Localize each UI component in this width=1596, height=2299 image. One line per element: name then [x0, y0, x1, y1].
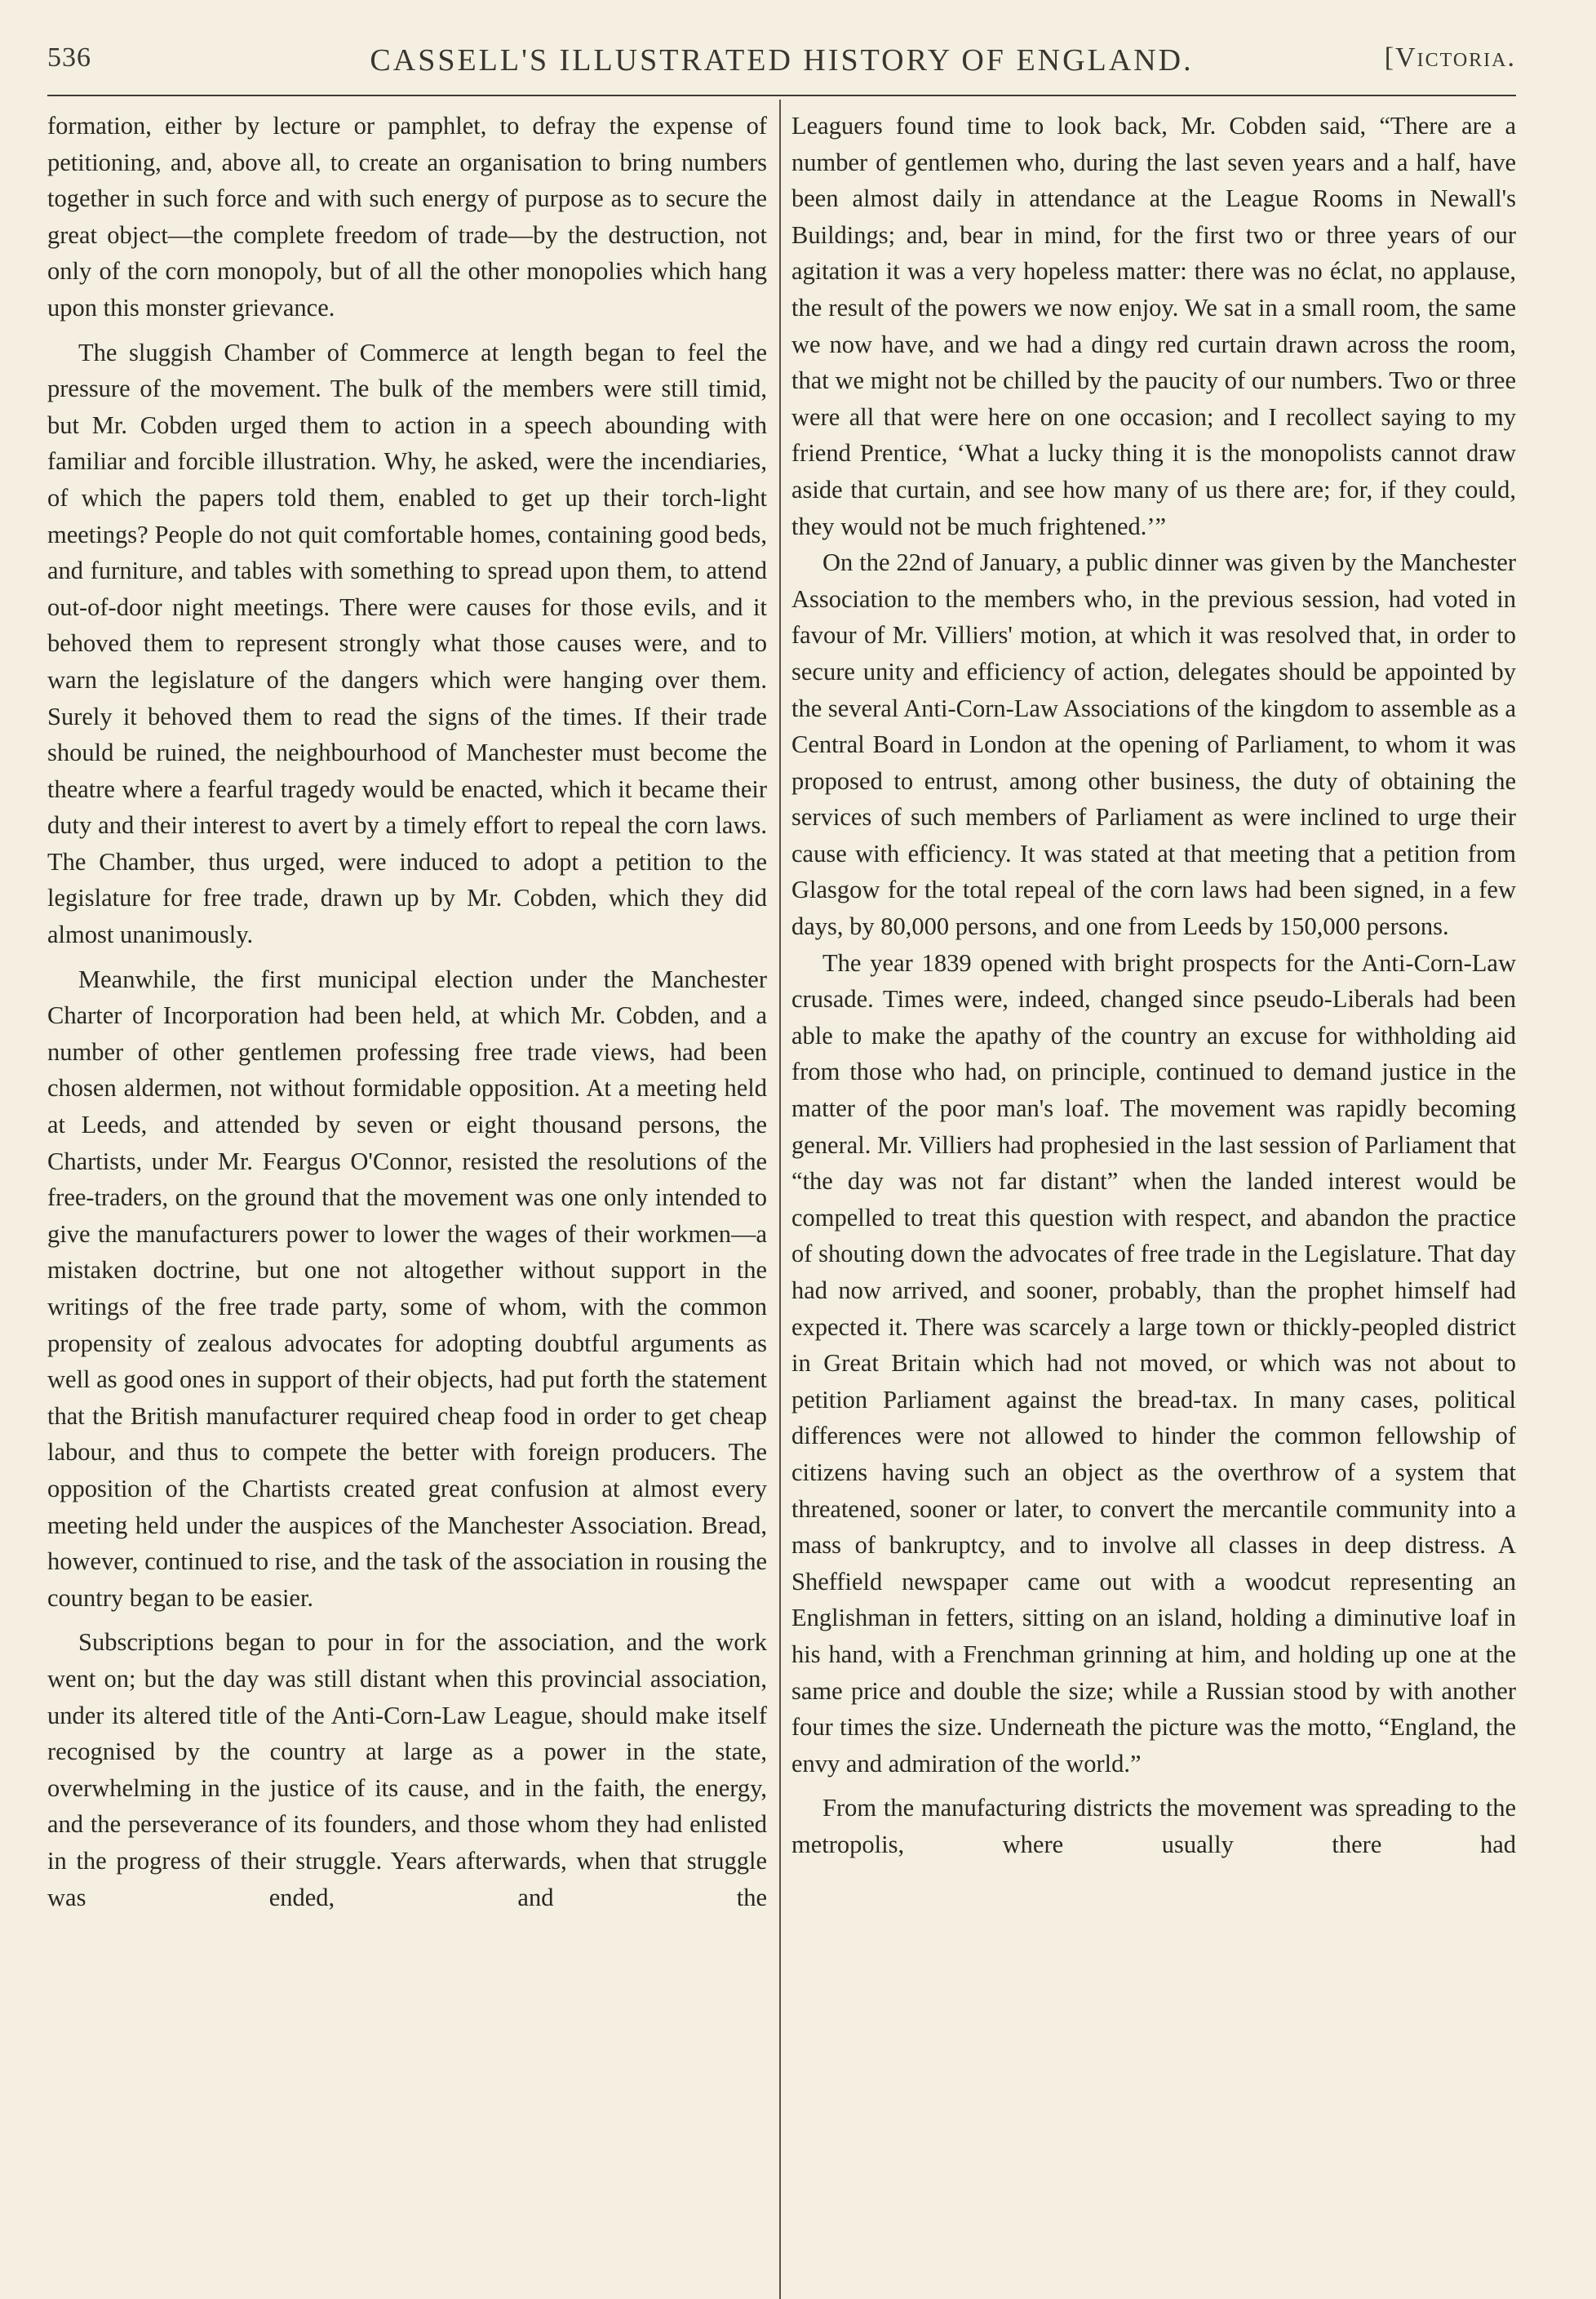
- paragraph: Subscriptions began to pour in for the association, and the work went on; but the day was still distant when this provincial association, under its altered title of the Anti-Corn-Law League, should make itself recognised by the country at large as a power in the state, overwhelming in the justice of its cause, and in the faith, the energy, and the perseverance of its founders, and those whom they had enlisted in the progress of their struggle. Years afterwards, when that struggle was ended, and the: [47, 1628, 767, 1911]
- paragraph-continued: Leaguers found time to look back, Mr. Cobden said, “There are a number of gentlemen who, during the last seven years and a half, have been almost daily in attendance at the League Rooms in Newall's Buildings; and, bear in mind, for the first two or three years of our agitation it was a very hopeless matter: there was no éclat, no applause, the result of the powers we now enjoy. We sat in a small room, the same we now have, and we had a dingy red curtain drawn across the room, that we might not be chilled by the paucity of our numbers. Two or three were all that were here on one occasion; and I recollect saying to my friend Prentice, ‘What a lucky thing it is the monopolists cannot draw aside that curtain, and see how many of us there are; for, if they could, they would not be much frightened.’”: [791, 112, 1516, 540]
- running-head: [47, 39, 1516, 85]
- paragraph-continued: formation, either by lecture or pamphlet, to defray the expense of petitioning, and, above all, to create an organisation to bring numbers together in such force and with such energy of purpose as to secure the great object—the complete freedom of trade—by the destruction, not only of the corn monopoly, but of all the other monopolies which hang upon this monster grievance.: [47, 112, 767, 322]
- paragraph: The year 1839 opened with bright prospects for the Anti-Corn-Law crusade. Times were, indeed, changed since pseudo-Liberals had been able to make the apathy of the country an excuse for withholding aid from those who had, on principle, continued to demand justice in the matter of the poor man's loaf. The movement was rapidly becoming general. Mr. Villiers had prophesied in the last session of Parliament that “the day was not far distant” when the landed interest would be compelled to treat this question with respect, and abandon the practice of shouting down the advocates of free trade in the Legislature. That day had now arrived, and sooner, probably, than the prophet himself had expected it. There was scarcely a large town or thickly-peopled district in Great Britain which had not moved, or which was not about to petition Parliament against the bread-tax. In many cases, political differences were not allowed to hinder the common fellowship of citizens having such an object as the overthrow of a system that threatened, sooner or later, to convert the mercantile community into a mass of bankruptcy, and to involve all classes in deep distress. A Sheffield newspaper came out with a woodcut representing an Englishman in fetters, sitting on an island, holding a diminutive loaf in his hand, with a Frenchman grinning at him, and holding up one at the same price and double the size; while a Russian stood by with another four times the size. Underneath the picture was the motto, “England, the envy and admiration of the world.”: [791, 948, 1516, 1778]
- paragraph: From the manufacturing districts the movement was spreading to the metropolis, where usually there had: [791, 1794, 1516, 1858]
- left-column: [47, 108, 767, 2283]
- right-column: [791, 108, 1516, 2283]
- header-rule: [47, 95, 1516, 96]
- paragraph: Meanwhile, the first municipal election under the Manchester Charter of Incorporation had been held, at which Mr. Cobden, and a number of other gentlemen professing free trade views, had been chosen aldermen, not without formidable opposition. At a meeting held at Leeds, and attended by seven or eight thousand persons, the Chartists, under Mr. Feargus O'Connor, resisted the resolutions of the free-traders, on the ground that the movement was one only intended to give the manufacturers power to lower the wages of their workmen—a mistaken doctrine, but one not altogether without support in the writings of the free trade party, some of whom, with the common propensity of zealous advocates for adopting doubtful arguments as well as good ones in support of their objects, had put forth the statement that the British manufacturer required cheap food in order to get cheap labour, and thus to compete the better with foreign producers. The opposition of the Chartists created great confusion at almost every meeting held under the auspices of the Manchester Association. Bread, however, continued to rise, and the task of the association in rousing the country began to be easier.: [47, 965, 767, 1612]
- column-divider: [779, 100, 781, 2299]
- paragraph: On the 22nd of January, a public dinner was given by the Manchester Association to the members who, in the previous session, had voted in favour of Mr. Villiers' motion, at which it was resolved that, in order to secure unity and efficiency of action, delegates should be appointed by the several Anti-Corn-Law Associations of the kingdom to assemble as a Central Board in London at the opening of Parliament, to whom it was proposed to entrust, among other business, the duty of obtaining the services of such members of Parliament as were inclined to urge their cause with efficiency. It was stated at that meeting that a petition from Glasgow for the total repeal of the corn laws had been signed, in a few days, by 80,000 persons, and one from Leeds by 150,000 persons.: [791, 548, 1516, 941]
- page-number: 536: [47, 42, 91, 73]
- paragraph: The sluggish Chamber of Commerce at length began to feel the pressure of the movement. The bulk of the members were still timid, but Mr. Cobden urged them to action in a speech abounding with familiar and forcible illustration. Why, he asked, were the incendiaries, of which the papers told them, enabled to get up their torch-light meetings? People do not quit comfortable homes, containing good beds, and furniture, and tables with something to spread upon them, to attend out-of-door night meetings. There were causes for those evils, and it behoved them to represent strongly what those causes were, and to warn the legislature of the dangers which were hanging over them. Surely it behoved them to read the signs of the times. If their trade should be ruined, the neighbourhood of Manchester must become the theatre where a fearful tragedy would be enacted, which it became their duty and their interest to avert by a timely effort to repeal the corn laws. The Chamber, thus urged, were induced to adopt a petition to the legislature for free trade, drawn up by Mr. Cobden, which they did almost unanimously.: [47, 338, 767, 949]
- running-title: CASSELL'S ILLUSTRATED HISTORY OF ENGLAND.: [370, 43, 1194, 78]
- section-label: [Victoria.: [1384, 42, 1516, 73]
